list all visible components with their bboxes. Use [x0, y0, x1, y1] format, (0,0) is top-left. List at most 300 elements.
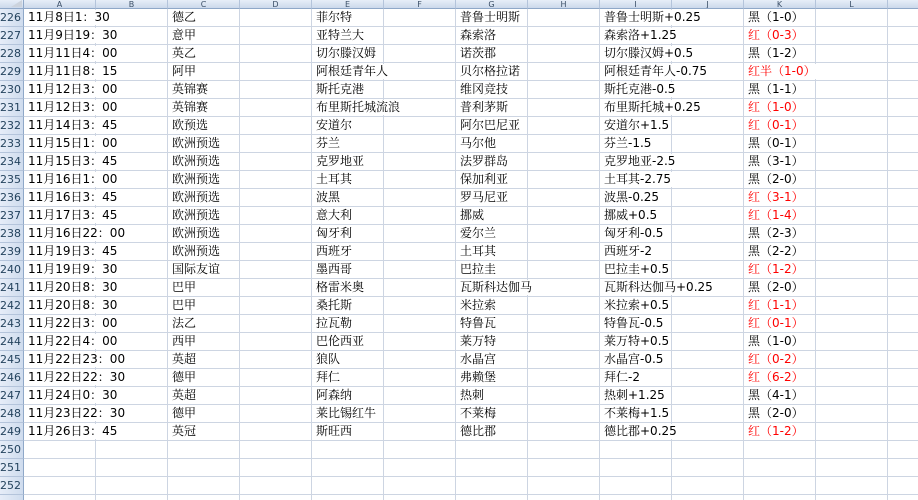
cell-f244[interactable] [384, 333, 456, 351]
cell-l226[interactable] [816, 9, 888, 27]
cell-a241[interactable] [24, 279, 118, 297]
cell-m244[interactable] [888, 333, 918, 351]
row-header-239[interactable]: 239 [0, 243, 24, 261]
cell-l239[interactable] [816, 243, 888, 261]
cell-c244[interactable] [168, 333, 240, 351]
cell-l240[interactable] [816, 261, 888, 279]
cell-l248[interactable] [816, 405, 888, 423]
cell-b[interactable] [96, 495, 168, 500]
cell-h233[interactable] [528, 135, 600, 153]
row-header-245[interactable]: 245 [0, 351, 24, 369]
cell-e[interactable] [312, 477, 384, 495]
cell-a[interactable] [24, 441, 96, 459]
cell-d229[interactable] [240, 63, 312, 81]
cell-l246[interactable] [816, 369, 888, 387]
row-header-252[interactable]: 252 [0, 477, 24, 495]
cell-g[interactable] [456, 495, 528, 500]
cell-e248[interactable] [312, 405, 384, 423]
cell-e239[interactable] [312, 243, 384, 261]
cell-e237[interactable] [312, 207, 384, 225]
cell-j248[interactable] [672, 405, 744, 423]
cell-l247[interactable] [816, 387, 888, 405]
cell-a249[interactable] [24, 423, 118, 441]
cell-f238[interactable] [384, 225, 456, 243]
cell-i248[interactable] [600, 405, 672, 423]
cell-f246[interactable] [384, 369, 456, 387]
cell-g243[interactable] [456, 315, 528, 333]
cell-m245[interactable] [888, 351, 918, 369]
cell-a[interactable] [24, 459, 96, 477]
cell-k228[interactable] [744, 45, 816, 63]
cell-k[interactable] [744, 459, 816, 477]
cell-d231[interactable] [240, 99, 312, 117]
cell-k244[interactable] [744, 333, 816, 351]
cell-m230[interactable] [888, 81, 918, 99]
cell-g229[interactable] [456, 63, 528, 81]
cell-d234[interactable] [240, 153, 312, 171]
cell-a230[interactable] [24, 81, 118, 99]
cell-h245[interactable] [528, 351, 600, 369]
cell-g245[interactable] [456, 351, 528, 369]
cell-h229[interactable] [528, 63, 600, 81]
cell-a232[interactable] [24, 117, 118, 135]
cell-l242[interactable] [816, 297, 888, 315]
cell-h247[interactable] [528, 387, 600, 405]
row-header-243[interactable]: 243 [0, 315, 24, 333]
cell-g240[interactable] [456, 261, 528, 279]
cell-l233[interactable] [816, 135, 888, 153]
row-header-244[interactable]: 244 [0, 333, 24, 351]
cell-f236[interactable] [384, 189, 456, 207]
cell-e226[interactable] [312, 9, 384, 27]
cell-d[interactable] [240, 477, 312, 495]
cell-f237[interactable] [384, 207, 456, 225]
cell-f242[interactable] [384, 297, 456, 315]
cell-l249[interactable] [816, 423, 888, 441]
cell-c228[interactable] [168, 45, 240, 63]
row-header-240[interactable]: 240 [0, 261, 24, 279]
cell-e229[interactable] [312, 63, 389, 81]
row-header[interactable] [0, 495, 24, 500]
select-all-corner[interactable] [0, 0, 24, 9]
cell-l[interactable] [816, 477, 888, 495]
cell-g239[interactable] [456, 243, 528, 261]
cell-c226[interactable] [168, 9, 240, 27]
cell-c233[interactable] [168, 135, 240, 153]
cell-h231[interactable] [528, 99, 600, 117]
cell-c241[interactable] [168, 279, 240, 297]
cell-f235[interactable] [384, 171, 456, 189]
cell-f241[interactable] [384, 279, 456, 297]
cell-j242[interactable] [672, 297, 744, 315]
cell-f230[interactable] [384, 81, 456, 99]
cell-f248[interactable] [384, 405, 456, 423]
cell-c248[interactable] [168, 405, 240, 423]
cell-h246[interactable] [528, 369, 600, 387]
cell-e235[interactable] [312, 171, 384, 189]
row-header-236[interactable]: 236 [0, 189, 24, 207]
cell-e242[interactable] [312, 297, 384, 315]
cell-j240[interactable] [672, 261, 744, 279]
cell-k235[interactable] [744, 171, 816, 189]
cell-e245[interactable] [312, 351, 384, 369]
cell-m[interactable] [888, 495, 918, 500]
cell-l227[interactable] [816, 27, 888, 45]
cell-e230[interactable] [312, 81, 384, 99]
cell-m235[interactable] [888, 171, 918, 189]
cell-e227[interactable] [312, 27, 384, 45]
column-header-g[interactable]: G [456, 0, 528, 9]
cell-e232[interactable] [312, 117, 384, 135]
cell-i237[interactable] [600, 207, 672, 225]
cell-d246[interactable] [240, 369, 312, 387]
cell-j233[interactable] [672, 135, 744, 153]
cell-j246[interactable] [672, 369, 744, 387]
row-header-227[interactable]: 227 [0, 27, 24, 45]
cell-a[interactable] [24, 495, 96, 500]
cell-e231[interactable] [312, 99, 401, 117]
cell-a242[interactable] [24, 297, 118, 315]
cell-i229[interactable] [600, 63, 708, 81]
cell-l228[interactable] [816, 45, 888, 63]
cell-j230[interactable] [672, 81, 744, 99]
cell-h235[interactable] [528, 171, 600, 189]
cell-c[interactable] [168, 459, 240, 477]
cell-c[interactable] [168, 477, 240, 495]
cell-m247[interactable] [888, 387, 918, 405]
cell-k229[interactable] [744, 63, 816, 81]
cell-i231[interactable] [600, 99, 701, 117]
cell-e234[interactable] [312, 153, 384, 171]
row-header-233[interactable]: 233 [0, 135, 24, 153]
cell-i226[interactable] [600, 9, 701, 27]
cell-h238[interactable] [528, 225, 600, 243]
cell-k236[interactable] [744, 189, 816, 207]
cell-h228[interactable] [528, 45, 600, 63]
cell-a231[interactable] [24, 99, 118, 117]
cell-c243[interactable] [168, 315, 240, 333]
cell-c234[interactable] [168, 153, 240, 171]
cell-e246[interactable] [312, 369, 384, 387]
cell-g242[interactable] [456, 297, 528, 315]
cell-e236[interactable] [312, 189, 384, 207]
cell-j236[interactable] [672, 189, 744, 207]
cell-i235[interactable] [600, 171, 672, 189]
cell-j244[interactable] [672, 333, 744, 351]
cell-l236[interactable] [816, 189, 888, 207]
cell-k[interactable] [744, 495, 816, 500]
cell-d[interactable] [240, 495, 312, 500]
cell-i249[interactable] [600, 423, 677, 441]
cell-i241[interactable] [600, 279, 713, 297]
cell-m246[interactable] [888, 369, 918, 387]
cell-h237[interactable] [528, 207, 600, 225]
cell-c227[interactable] [168, 27, 240, 45]
column-header-f[interactable]: F [384, 0, 456, 9]
cell-j235[interactable] [672, 171, 744, 189]
cell-h249[interactable] [528, 423, 600, 441]
cell-f228[interactable] [384, 45, 456, 63]
cell-m[interactable] [888, 477, 918, 495]
cell-k237[interactable] [744, 207, 816, 225]
cell-f240[interactable] [384, 261, 456, 279]
cell-k233[interactable] [744, 135, 816, 153]
cell-j243[interactable] [672, 315, 744, 333]
cell-a239[interactable] [24, 243, 118, 261]
cell-l243[interactable] [816, 315, 888, 333]
cell-e241[interactable] [312, 279, 384, 297]
cell-a227[interactable] [24, 27, 118, 45]
cell-g231[interactable] [456, 99, 528, 117]
column-header-i[interactable]: I [600, 0, 672, 9]
cell-m239[interactable] [888, 243, 918, 261]
cell-l241[interactable] [816, 279, 888, 297]
cell-c238[interactable] [168, 225, 240, 243]
cell-h241[interactable] [528, 279, 600, 297]
cell-g236[interactable] [456, 189, 528, 207]
row-header-249[interactable]: 249 [0, 423, 24, 441]
cell-m232[interactable] [888, 117, 918, 135]
cell-h234[interactable] [528, 153, 600, 171]
cell-d242[interactable] [240, 297, 312, 315]
cell-k226[interactable] [744, 9, 816, 27]
cell-e244[interactable] [312, 333, 384, 351]
cell-d227[interactable] [240, 27, 312, 45]
cell-m228[interactable] [888, 45, 918, 63]
cell-m229[interactable] [888, 63, 918, 81]
cell-m240[interactable] [888, 261, 918, 279]
cell-i244[interactable] [600, 333, 672, 351]
cell-e249[interactable] [312, 423, 384, 441]
cell-a248[interactable] [24, 405, 126, 423]
cell-i246[interactable] [600, 369, 672, 387]
row-header-250[interactable]: 250 [0, 441, 24, 459]
cell-k231[interactable] [744, 99, 816, 117]
cell-g227[interactable] [456, 27, 528, 45]
cell-e240[interactable] [312, 261, 384, 279]
cell-e[interactable] [312, 495, 384, 500]
cell-d240[interactable] [240, 261, 312, 279]
cell-d226[interactable] [240, 9, 312, 27]
cell-d249[interactable] [240, 423, 312, 441]
cell-m241[interactable] [888, 279, 918, 297]
cell-c231[interactable] [168, 99, 240, 117]
cell-d244[interactable] [240, 333, 312, 351]
cell-f247[interactable] [384, 387, 456, 405]
cell-i243[interactable] [600, 315, 672, 333]
cell-f243[interactable] [384, 315, 456, 333]
cell-h226[interactable] [528, 9, 600, 27]
cell-k239[interactable] [744, 243, 816, 261]
row-header-228[interactable]: 228 [0, 45, 24, 63]
cell-f[interactable] [384, 441, 456, 459]
cell-f249[interactable] [384, 423, 456, 441]
column-header-h[interactable]: H [528, 0, 600, 9]
cell-j232[interactable] [672, 117, 744, 135]
cell-l238[interactable] [816, 225, 888, 243]
cell-i239[interactable] [600, 243, 672, 261]
cell-e247[interactable] [312, 387, 384, 405]
cell-a245[interactable] [24, 351, 126, 369]
row-header-246[interactable]: 246 [0, 369, 24, 387]
cell-m[interactable] [888, 441, 918, 459]
cell-e[interactable] [312, 459, 384, 477]
cell-d247[interactable] [240, 387, 312, 405]
cell-k245[interactable] [744, 351, 816, 369]
cell-l232[interactable] [816, 117, 888, 135]
cell-k246[interactable] [744, 369, 816, 387]
cell-f245[interactable] [384, 351, 456, 369]
row-header-232[interactable]: 232 [0, 117, 24, 135]
cell-d232[interactable] [240, 117, 312, 135]
cell-h239[interactable] [528, 243, 600, 261]
cell-l235[interactable] [816, 171, 888, 189]
cell-g[interactable] [456, 477, 528, 495]
cell-j[interactable] [672, 459, 744, 477]
cell-d239[interactable] [240, 243, 312, 261]
cell-m231[interactable] [888, 99, 918, 117]
cell-k241[interactable] [744, 279, 816, 297]
row-header-247[interactable]: 247 [0, 387, 24, 405]
cell-a238[interactable] [24, 225, 126, 243]
cell-k230[interactable] [744, 81, 816, 99]
cell-h242[interactable] [528, 297, 600, 315]
cell-d236[interactable] [240, 189, 312, 207]
cell-d248[interactable] [240, 405, 312, 423]
column-header-b[interactable]: B [96, 0, 168, 9]
cell-m249[interactable] [888, 423, 918, 441]
cell-b[interactable] [96, 459, 168, 477]
cell-a240[interactable] [24, 261, 118, 279]
cell-l[interactable] [816, 495, 888, 500]
cell-d230[interactable] [240, 81, 312, 99]
cell-l[interactable] [816, 459, 888, 477]
cell-m243[interactable] [888, 315, 918, 333]
cell-g246[interactable] [456, 369, 528, 387]
cell-d233[interactable] [240, 135, 312, 153]
cell-d245[interactable] [240, 351, 312, 369]
cell-e228[interactable] [312, 45, 384, 63]
column-header-partial[interactable] [888, 0, 918, 9]
cell-j238[interactable] [672, 225, 744, 243]
cell-i247[interactable] [600, 387, 672, 405]
cell-e243[interactable] [312, 315, 384, 333]
cell-g234[interactable] [456, 153, 528, 171]
cell-h[interactable] [528, 495, 600, 500]
cell-i228[interactable] [600, 45, 694, 63]
cell-d237[interactable] [240, 207, 312, 225]
cell-k232[interactable] [744, 117, 816, 135]
cell-l237[interactable] [816, 207, 888, 225]
cell-m[interactable] [888, 459, 918, 477]
cell-g233[interactable] [456, 135, 528, 153]
cell-h[interactable] [528, 459, 600, 477]
cell-i233[interactable] [600, 135, 672, 153]
cell-c[interactable] [168, 495, 240, 500]
cell-h227[interactable] [528, 27, 600, 45]
cell-b[interactable] [96, 441, 168, 459]
column-header-k[interactable]: K [744, 0, 816, 9]
cell-b[interactable] [96, 477, 168, 495]
cell-k248[interactable] [744, 405, 816, 423]
cell-k242[interactable] [744, 297, 816, 315]
cell-c246[interactable] [168, 369, 240, 387]
cell-k249[interactable] [744, 423, 816, 441]
cell-k234[interactable] [744, 153, 816, 171]
cell-i245[interactable] [600, 351, 672, 369]
cell-f226[interactable] [384, 9, 456, 27]
cell-m236[interactable] [888, 189, 918, 207]
column-header-l[interactable]: L [816, 0, 888, 9]
cell-i236[interactable] [600, 189, 672, 207]
row-header-230[interactable]: 230 [0, 81, 24, 99]
row-header-241[interactable]: 241 [0, 279, 24, 297]
cell-d235[interactable] [240, 171, 312, 189]
cell-j[interactable] [672, 477, 744, 495]
cell-g247[interactable] [456, 387, 528, 405]
cell-k[interactable] [744, 477, 816, 495]
cell-h244[interactable] [528, 333, 600, 351]
cell-g237[interactable] [456, 207, 528, 225]
cell-a229[interactable] [24, 63, 118, 81]
column-header-e[interactable]: E [312, 0, 384, 9]
cell-f[interactable] [384, 495, 456, 500]
cell-g235[interactable] [456, 171, 528, 189]
cell-g232[interactable] [456, 117, 528, 135]
cell-g[interactable] [456, 441, 528, 459]
cell-j245[interactable] [672, 351, 744, 369]
cell-c236[interactable] [168, 189, 240, 207]
cell-j[interactable] [672, 495, 744, 500]
cell-g248[interactable] [456, 405, 528, 423]
cell-j237[interactable] [672, 207, 744, 225]
cell-h248[interactable] [528, 405, 600, 423]
cell-f233[interactable] [384, 135, 456, 153]
cell-f234[interactable] [384, 153, 456, 171]
row-header-235[interactable]: 235 [0, 171, 24, 189]
cell-e[interactable] [312, 441, 384, 459]
row-header-231[interactable]: 231 [0, 99, 24, 117]
cell-c245[interactable] [168, 351, 240, 369]
cell-m237[interactable] [888, 207, 918, 225]
cell-i230[interactable] [600, 81, 676, 99]
cell-h[interactable] [528, 441, 600, 459]
cell-h232[interactable] [528, 117, 600, 135]
cell-m227[interactable] [888, 27, 918, 45]
cell-k227[interactable] [744, 27, 816, 45]
cell-m242[interactable] [888, 297, 918, 315]
cell-g230[interactable] [456, 81, 528, 99]
row-header-251[interactable]: 251 [0, 459, 24, 477]
cell-c232[interactable] [168, 117, 240, 135]
cell-i[interactable] [600, 477, 672, 495]
cell-g249[interactable] [456, 423, 528, 441]
cell-j[interactable] [672, 441, 744, 459]
cell-c230[interactable] [168, 81, 240, 99]
cell-i242[interactable] [600, 297, 672, 315]
cell-a244[interactable] [24, 333, 118, 351]
column-header-c[interactable]: C [168, 0, 240, 9]
cell-d[interactable] [240, 441, 312, 459]
cell-a247[interactable] [24, 387, 118, 405]
cell-d241[interactable] [240, 279, 312, 297]
cell-m238[interactable] [888, 225, 918, 243]
cell-h236[interactable] [528, 189, 600, 207]
cell-a236[interactable] [24, 189, 118, 207]
cell-a235[interactable] [24, 171, 118, 189]
column-header-d[interactable]: D [240, 0, 312, 9]
cell-a237[interactable] [24, 207, 118, 225]
